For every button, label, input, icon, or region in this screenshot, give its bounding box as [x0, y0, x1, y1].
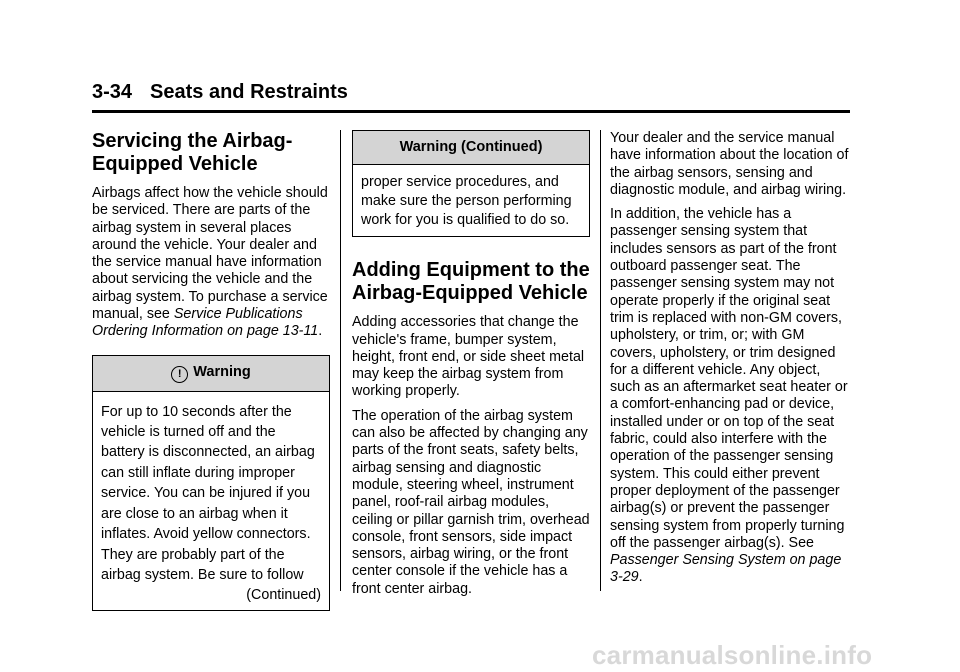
cross-reference-link[interactable]: Service Publications Ordering Information on page 13-11: [92, 306, 319, 340]
column-divider-left: [340, 130, 341, 591]
page-header: [92, 80, 850, 113]
heading-adding-equipment: Adding Equipment to the Airbag-Equipped Vehicle: [352, 259, 590, 305]
warning-box: [92, 355, 330, 611]
column-2: [352, 130, 590, 605]
warning-body-continued: proper service procedures, and make sure the person performing work for you is qualified to do so.: [361, 174, 572, 229]
warning-header-continued: Warning (Continued): [353, 131, 589, 165]
warning-text: For up to 10 seconds after the vehicle is turned off and the battery is disconnected, an airbag can still inflate during improper service. You can be injured if you are close to an airbag when it inflates. Avoid yellow connectors. They are probably part of the airbag system. Be sure to follow: [101, 403, 315, 583]
section-title: Seats and Restraints: [150, 81, 348, 103]
column-1: [92, 130, 330, 625]
paragraph-text: Airbags affect how the vehicle should be serviced. There are parts of the airbag system in several places around the vehicle. Your dealer and the service manual have information about servicing the vehicle and the airbag system. To purchase a service manual, see: [92, 185, 328, 323]
punctuation: .: [638, 569, 643, 586]
watermark: carmanualsonline.info: [592, 640, 873, 670]
paragraph-operation: The operation of the airbag system can also be affected by changing any parts of the front seats, safety belts, airbag sensing and diagnostic module, steering wheel, instrument panel, roof-rail airbag modules, ceiling or pillar garnish trim, overhead console, front sensors, side impact sensors, airbag wiring, or the front center console if the vehicle has a front center airbag.: [352, 407, 590, 597]
column-divider-right: [600, 130, 601, 591]
continued-label: (Continued): [246, 587, 321, 604]
paragraph-servicing: [92, 185, 330, 341]
heading-servicing: Servicing the Airbag-Equipped Vehicle: [92, 130, 293, 175]
warning-body: [93, 392, 329, 610]
paragraph-dealer-info: Your dealer and the service manual have information about the location of the airbag sensors, sensing and diagnostic module, and airbag wiring.: [610, 130, 849, 198]
warning-header: [93, 356, 329, 392]
cross-reference-link[interactable]: Passenger Sensing System on page 3-29: [610, 552, 842, 586]
page-number: 3-34: [92, 81, 133, 103]
warning-title: Warning: [193, 363, 251, 380]
paragraph-text: In addition, the vehicle has a passenger sensing system that includes sensors as part of the front outboard passenger seat. The passenger sensing system may not operate properly if the original seat trim is replaced with non-GM covers, upholstery, or trim, or; with GM covers, upholstery, or trim designed for a different vehicle. Any object, such as an aftermarket seat heater or a comfort-enhancing pad or device, installed under or on top of the seat fabric, could also interfere with the operation of the passenger sensing system. This could either prevent proper deployment of the passenger airbag(s) or prevent the passenger sensing system from properly turning off the passenger airbag(s). See: [610, 206, 848, 551]
column-3: [610, 130, 852, 594]
warning-icon: !: [171, 366, 188, 383]
punctuation: .: [318, 323, 323, 340]
warning-box-continued: [352, 130, 590, 237]
paragraph-passenger-sensing: [610, 206, 852, 587]
paragraph-accessories: Adding accessories that change the vehicle's frame, bumper system, height, front end, or side sheet metal may keep the airbag system from working properly.: [352, 314, 585, 400]
